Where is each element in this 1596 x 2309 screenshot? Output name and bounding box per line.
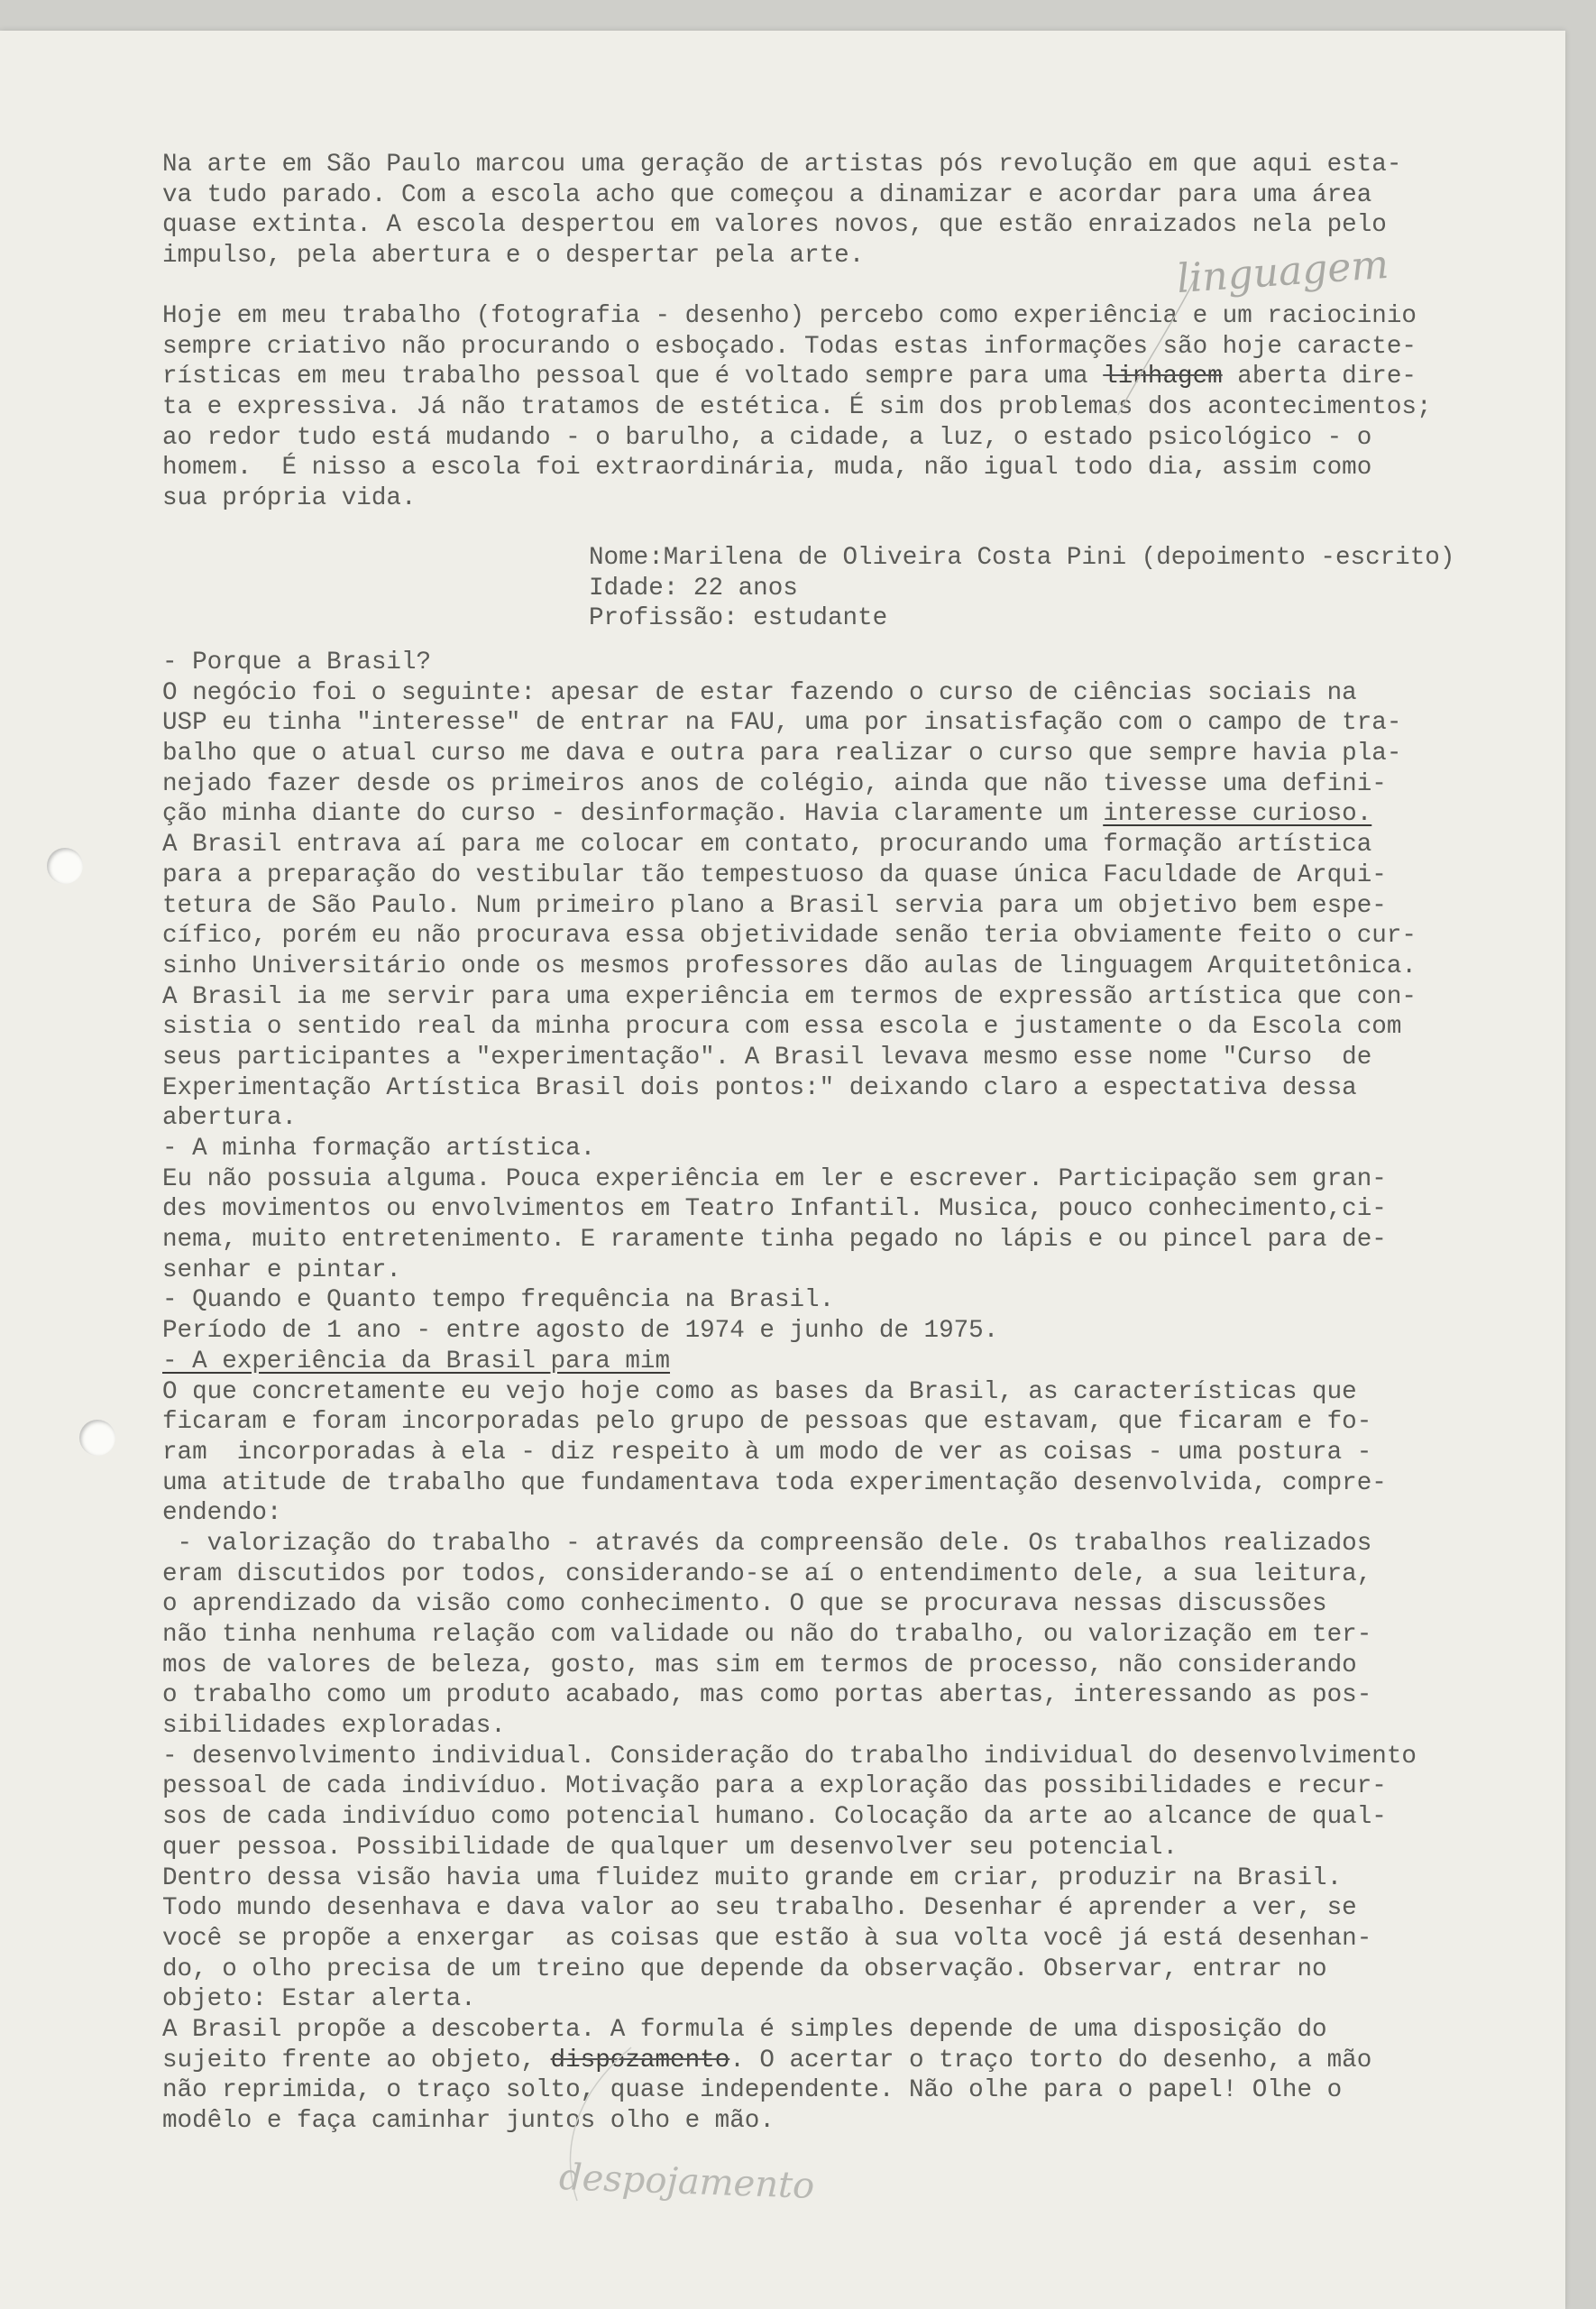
text-line: ram incorporadas à ela - diz respeito à um modo de ver as coisas - uma postura -: [162, 1438, 1372, 1467]
text-line: quase extinta. A escola despertou em valores novos, que estão enraizados nela pelo: [162, 211, 1387, 240]
text-line: endendo:: [162, 1499, 282, 1528]
text-line: va tudo parado. Com a escola acho que começou a dinamizar e acordar para uma área: [162, 180, 1372, 209]
text-line: abertura.: [162, 1104, 298, 1133]
underlined-text: interesse curioso.: [1103, 800, 1372, 829]
text-line: O que concretamente eu vejo hoje como as bases da Brasil, as características que: [162, 1377, 1357, 1406]
struck-text: dispozamento: [550, 2046, 730, 2074]
text-line: para a preparação do vestibular tão tempestuoso da quase única Faculdade de Arqui-: [162, 860, 1387, 889]
text-segment: . O acertar o traço torto do desenho, a mão: [729, 2046, 1372, 2074]
text-segment: aberta dire-: [1222, 363, 1417, 391]
text-line: A Brasil entrava aí para me colocar em contato, procurando uma formação artística: [162, 831, 1372, 860]
text-line: ficaram e foram incorporadas pelo grupo de pessoas que estavam, que ficaram e fo-: [162, 1408, 1372, 1437]
text-line: A Brasil ia me servir para uma experiência em termos de expressão artística que con-: [162, 982, 1417, 1011]
underlined-text: - A experiência da Brasil para mim: [162, 1347, 671, 1375]
text-line: - Porque a Brasil?: [162, 649, 432, 676]
text-line: tetura de São Paulo. Num primeiro plano a Brasil servia para um objetivo bem espe-: [162, 891, 1387, 920]
text-line: sempre criativo não procurando o esboçado. Todas estas informações são hoje caracte-: [162, 332, 1417, 361]
text-line: seus participantes a "experimentação". A Brasil levava mesmo esse nome "Curso de: [162, 1043, 1372, 1072]
text-line: eram discutidos por todos, considerando-se aí o entendimento dele, a sua leitura,: [162, 1559, 1372, 1588]
text-line: não tinha nenhuma relação com validade ou não do trabalho, ou valorização em ter-: [162, 1621, 1372, 1649]
text-line: não reprimida, o traço solto, quase independente. Não olhe para o papel! Olhe o: [162, 2076, 1343, 2105]
text-line: objeto: Estar alerta.: [162, 1985, 476, 2014]
text-line: sibilidades exploradas.: [162, 1712, 506, 1741]
text-line: sinho Universitário onde os mesmos professores dão aulas de linguagem Arquitetônica.: [162, 952, 1417, 980]
author-info: [589, 543, 1454, 634]
text-line: A Brasil propõe a descoberta. A formula é simples depende de uma disposição do: [162, 2015, 1327, 2044]
text-line: quer pessoa. Possibilidade de qualquer um desenvolver seu potencial.: [162, 1833, 1179, 1862]
punch-hole: [79, 1420, 115, 1456]
text-line: Na arte em São Paulo marcou uma geração de artistas pós revolução em que aqui esta-: [162, 151, 1402, 179]
text-line: - Quando e Quanto tempo frequência na Brasil.: [162, 1286, 835, 1315]
text-line: sos de cada indivíduo como potencial humano. Colocação da arte ao alcance de qual-: [162, 1803, 1387, 1832]
text-line: Idade: 22 anos: [589, 574, 798, 603]
text-line: cífico, porém eu não procurava essa objetividade senão teria obviamente feito o cur-: [162, 922, 1417, 951]
text-line: nema, muito entretenimento. E raramente tinha pegado no lápis e ou pincel para de-: [162, 1226, 1387, 1255]
text-line: - desenvolvimento individual. Consideração do trabalho individual do desenvolvimento: [162, 1742, 1417, 1771]
text-line: USP eu tinha "interesse" de entrar na FAU, uma por insatisfação com o campo de tra-: [162, 709, 1402, 738]
text-line: você se propõe a enxergar as coisas que estão à sua volta você já está desenhan-: [162, 1924, 1372, 1953]
text-line: Nome:Marilena de Oliveira Costa Pini (depoimento -escrito): [589, 544, 1455, 572]
text-line: o trabalho como um produto acabado, mas como portas abertas, interessando as pos-: [162, 1681, 1372, 1710]
text-segment: rísticas em meu trabalho pessoal que é voltado sempre para uma: [162, 363, 1104, 391]
text-line: des movimentos ou envolvimentos em Teatro Infantil. Musica, pouco conhecimento,ci-: [162, 1195, 1387, 1224]
text-line: balho que o atual curso me dava e outra para realizar o curso que sempre havia pla-: [162, 740, 1402, 768]
text-line: [162, 799, 1417, 830]
punch-hole: [47, 848, 83, 884]
text-line: Dentro dessa visão havia uma fluidez muito grande em criar, produzir na Brasil.: [162, 1863, 1343, 1892]
text-line: - valorização do trabalho - através da compreensão dele. Os trabalhos realizados: [162, 1529, 1372, 1558]
text-line: sistia o sentido real da minha procura com essa escola e justamente o da Escola com: [162, 1013, 1402, 1042]
text-line: impulso, pela abertura e o despertar pela arte.: [162, 242, 865, 271]
text-line: sua própria vida.: [162, 484, 417, 513]
text-line: - A minha formação artística.: [162, 1135, 596, 1163]
text-line: do, o olho precisa de um treino que depende da observação. Observar, entrar no: [162, 1955, 1327, 1983]
text-line: [162, 1347, 1417, 1377]
handwritten-note-despojamento: despojamento: [558, 2157, 815, 2207]
text-line: pessoal de cada indivíduo. Motivação para a exploração das possibilidades e recur-: [162, 1772, 1387, 1801]
text-line: Período de 1 ano - entre agosto de 1974 e junho de 1975.: [162, 1317, 999, 1346]
text-line: mos de valores de beleza, gosto, mas sim em termos de processo, não considerando: [162, 1651, 1357, 1679]
testimony-body: [162, 648, 1417, 2137]
text-line: ao redor tudo está mudando - o barulho, a cidade, a luz, o estado psicológico - o: [162, 423, 1372, 452]
struck-text: linhagem: [1103, 363, 1223, 391]
text-line: [162, 362, 1432, 392]
text-segment: sujeito frente ao objeto,: [162, 2046, 551, 2074]
paragraph-trabalho: [162, 301, 1432, 514]
text-line: ta e expressiva. Já não tratamos de estética. É sim dos problemas dos acontecimentos;: [162, 393, 1432, 422]
text-segment: ção minha diante do curso - desinformação. Havia claramente um: [162, 800, 1104, 829]
text-line: modêlo e faça caminhar juntos olho e mão.: [162, 2107, 775, 2135]
text-line: nejado fazer desde os primeiros anos de colégio, ainda que não tivesse uma defini-: [162, 769, 1387, 798]
handwritten-note-linguagem: linguagem: [1175, 241, 1390, 303]
text-line: Profissão: estudante: [589, 604, 888, 633]
text-line: Todo mundo desenhava e dava valor ao seu trabalho. Desenhar é aprender a ver, se: [162, 1894, 1357, 1923]
text-line: Hoje em meu trabalho (fotografia - desenho) percebo como experiência e um raciocinio: [162, 302, 1417, 330]
text-line: O negócio foi o seguinte: apesar de estar fazendo o curso de ciências sociais na: [162, 678, 1357, 707]
text-line: homem. É nisso a escola foi extraordinária, muda, não igual todo dia, assim como: [162, 454, 1372, 483]
text-line: uma atitude de trabalho que fundamentava toda experimentação desenvolvida, compre-: [162, 1468, 1387, 1497]
text-line: Eu não possuia alguma. Pouca experiência em ler e escrever. Participação sem gran-: [162, 1164, 1387, 1193]
text-line: senhar e pintar.: [162, 1256, 401, 1284]
text-line: o aprendizado da visão como conhecimento. O que se procurava nessas discussões: [162, 1590, 1327, 1619]
text-line: Experimentação Artística Brasil dois pontos:" deixando claro a espectativa dessa: [162, 1073, 1357, 1102]
text-line: [162, 2046, 1417, 2076]
